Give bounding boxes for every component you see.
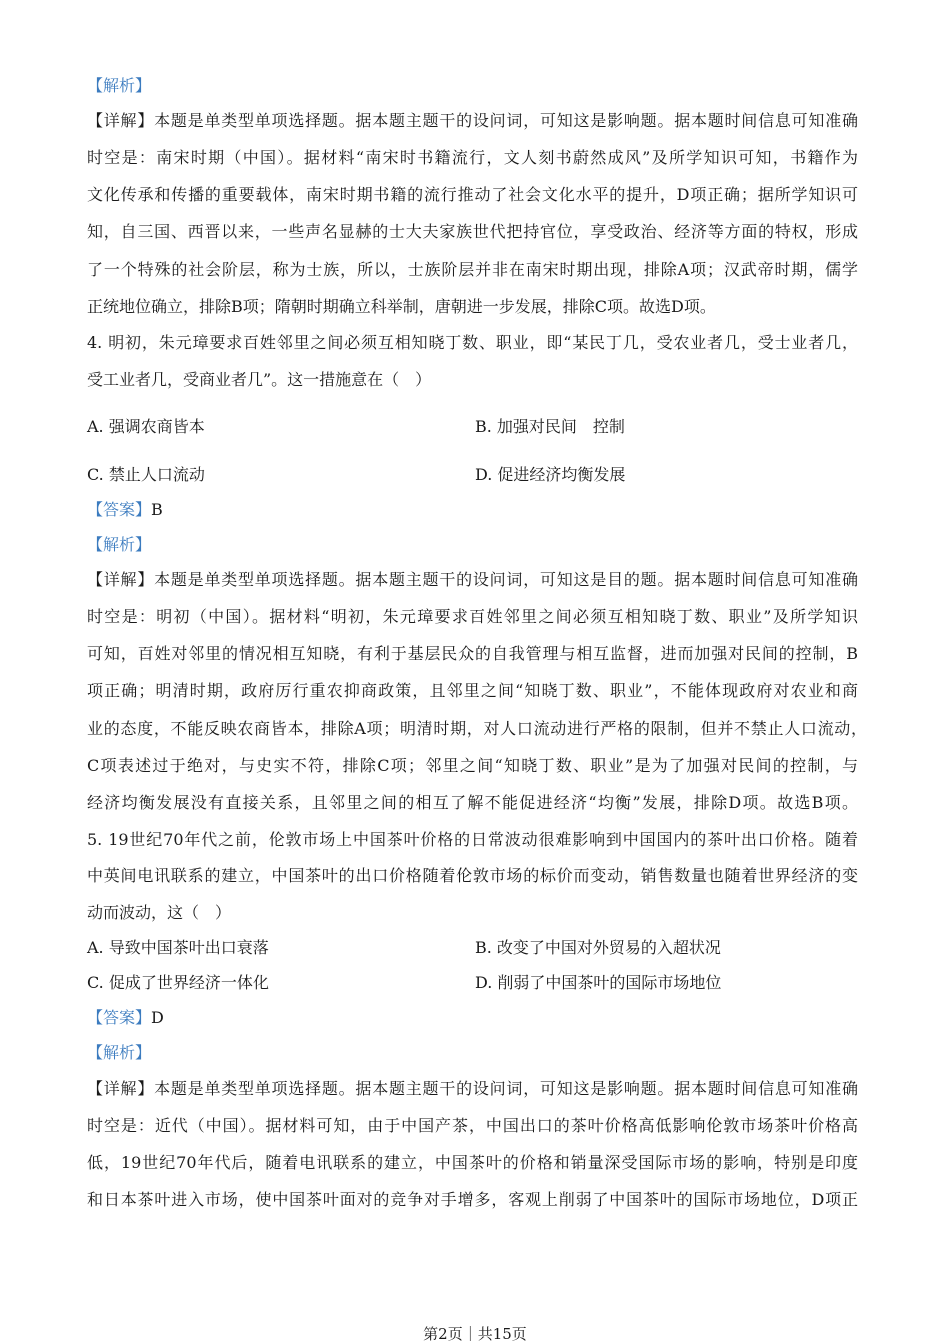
analysis-label: 【解析】 xyxy=(87,76,152,95)
option-c: C. 禁止人口流动 xyxy=(87,465,205,484)
detail-line: 正统地位确立，排除B项；隋朝时期确立科举制，唐朝进一步发展，排除C项。故选D项。 xyxy=(87,297,716,316)
answer-value: D xyxy=(151,1008,164,1027)
option-a: A. 强调农商皆本 xyxy=(87,417,205,436)
answer-line xyxy=(87,1007,164,1029)
answer-label: 【答案】 xyxy=(87,1008,152,1027)
detail-line: 项正确；明清时期，政府厉行重农抑商政策，且邻里之间“知晓丁数、职业”，不能体现政府对农业和商 xyxy=(87,681,858,700)
question-4-stem: 受工业者几，受商业者几”。这一措施意在（ ） xyxy=(87,370,432,389)
detail-line: 了一个特殊的社会阶层，称为士族，所以，士族阶层并非在南宋时期出现，排除A项；汉武帝时期，儒学 xyxy=(87,260,858,279)
option-c: C. 促成了世界经济一体化 xyxy=(87,973,269,992)
detail-line: 【详解】本题是单类型单项选择题。据本题主题干的设问词，可知这是影响题。据本题时间信息可知准确 xyxy=(87,111,858,130)
question-5-stem: 5. 19世纪70年代之前，伦敦市场上中国茶叶价格的日常波动很难影响到中国国内的茶叶出口价格。随着 xyxy=(87,830,858,849)
option-d: D. 削弱了中国茶叶的国际市场地位 xyxy=(475,973,722,992)
detail-line: 【详解】本题是单类型单项选择题。据本题主题干的设问词，可知这是影响题。据本题时间信息可知准确 xyxy=(87,1079,858,1098)
detail-line: 低，19世纪70年代后，随着电讯联系的建立，中国茶叶的价格和销量深受国际市场的影响，特别是印度 xyxy=(87,1153,858,1172)
question-5-stem: 动而波动，这（ ） xyxy=(87,903,232,922)
detail-line: 知，自三国、西晋以来，一些声名显赫的士大夫家族世代把持官位，享受政治、经济等方面的特权，形成 xyxy=(87,222,858,241)
detail-line: 【详解】本题是单类型单项选择题。据本题主题干的设问词，可知这是目的题。据本题时间信息可知准确 xyxy=(87,570,858,589)
detail-line: 业的态度，不能反映农商皆本，排除A项；明清时期，对人口流动进行严格的限制，但并不禁止人口流动， xyxy=(87,719,867,738)
detail-label: 【详解】 xyxy=(87,111,155,130)
detail-line: C项表述过于绝对，与史实不符，排除C项；邻里之间“知晓丁数、职业”是为了加强对民间的控制，与 xyxy=(87,756,858,775)
detail-line: 文化传承和传播的重要载体，南宋时期书籍的流行推动了社会文化水平的提升，D项正确；据所学知识可 xyxy=(87,185,858,204)
option-a: A. 导致中国茶叶出口衰落 xyxy=(87,938,269,957)
detail-line: 和日本茶叶进入市场，使中国茶叶面对的竞争对手增多，客观上削弱了中国茶叶的国际市场地位，D项正 xyxy=(87,1190,858,1209)
option-b: B. 改变了中国对外贸易的入超状况 xyxy=(475,938,721,957)
detail-line: 时空是：明初（中国）。据材料“明初，朱元璋要求百姓邻里之间必须互相知晓丁数、职业”及所学知识 xyxy=(87,607,858,626)
detail-line: 时空是：南宋时期（中国）。据材料“南宋时书籍流行，文人刻书蔚然成风”及所学知识可知，书籍作为 xyxy=(87,148,858,167)
question-4-stem: 4. 明初，朱元璋要求百姓邻里之间必须互相知晓丁数、职业，即“某民丁几，受农业者几，受士业者几， xyxy=(87,333,858,352)
analysis-label: 【解析】 xyxy=(87,535,152,554)
detail-line: 时空是：近代（中国）。据材料可知，由于中国产茶，中国出口的茶叶价格高低影响伦敦市场茶叶价格高 xyxy=(87,1116,858,1135)
answer-value: B xyxy=(151,500,163,519)
answer-label: 【答案】 xyxy=(87,500,152,519)
page-footer: 第2页｜共15页 xyxy=(423,1325,527,1343)
detail-label: 【详解】 xyxy=(87,570,155,589)
option-d: D. 促进经济均衡发展 xyxy=(475,465,626,484)
detail-label: 【详解】 xyxy=(87,1079,155,1098)
detail-line: 经济均衡发展没有直接关系，且邻里之间的相互了解不能促进经济“均衡”发展，排除D项。故选B项。 xyxy=(87,793,858,812)
option-b: B. 加强对民间 控制 xyxy=(475,417,625,436)
answer-line xyxy=(87,499,163,521)
detail-line: 可知，百姓对邻里的情况相互知晓，有利于基层民众的自我管理与相互监督，进而加强对民间的控制，B xyxy=(87,644,858,663)
analysis-label: 【解析】 xyxy=(87,1043,152,1062)
question-5-stem: 中英间电讯联系的建立，中国茶叶的出口价格随着伦敦市场的标价而变动，销售数量也随着世界经济的变 xyxy=(87,866,858,885)
